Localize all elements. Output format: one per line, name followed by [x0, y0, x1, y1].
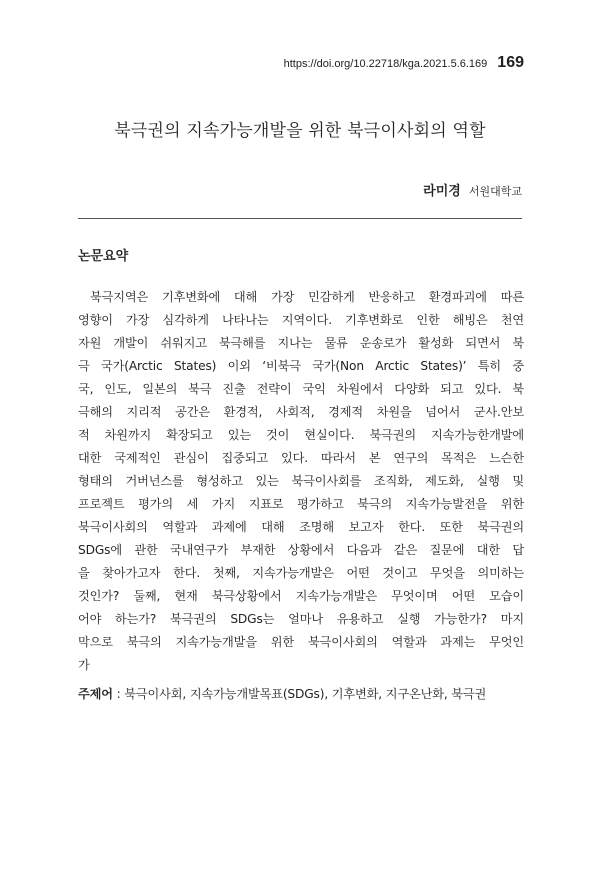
- abstract-heading: 논문요약: [78, 249, 129, 264]
- abstract-line: 프로젝트 평가의 세 가지 지표로 평가하고 북극의 지속가능발전을 위한: [78, 497, 524, 511]
- abstract-line: 영향이 가장 심각하게 나타나는 지역이다. 기후변화로 인한 해빙은 천연: [78, 313, 524, 327]
- page-number: 169: [497, 54, 524, 71]
- abstract-line: 북극이사회의 역할과 과제에 대해 조명해 보고자 한다. 또한 북극권의: [78, 520, 524, 534]
- abstract-line: 극 국가(Arctic States) 이외 ‘비북극 국가(Non Arctic States)’ 특히 중: [78, 359, 524, 373]
- running-header: [284, 54, 524, 72]
- paper-title: 북극권의 지속가능개발을 위한 북극이사회의 역할: [114, 121, 486, 141]
- abstract-line: 적 차원까지 확장되고 있는 것이 현실이다. 북극권의 지속가능한개발에: [78, 428, 524, 442]
- abstract-line: 자원 개발이 쉬워지고 북극해를 지나는 물류 운송로가 활성화 되면서 북: [78, 336, 524, 350]
- abstract-line: 대한 국제적인 관심이 집중되고 있다. 따라서 본 연구의 목적은 느슨한: [78, 451, 524, 465]
- keywords: [78, 685, 524, 702]
- abstract-line: 막으로 북극의 지속가능개발을 위한 북극이사회의 역할과 과제는 무엇인: [78, 635, 524, 649]
- keywords-label: 주제어: [78, 687, 113, 701]
- abstract-body: [78, 286, 524, 677]
- author-affiliation: 서원대학교: [468, 185, 522, 198]
- abstract-line: SDGs에 관한 국내연구가 부재한 상황에서 다음과 같은 질문에 대한 답: [78, 543, 524, 557]
- keywords-text: 북극이사회, 지속가능개발목표(SDGs), 기후변화, 지구온난화, 북극권: [124, 687, 487, 701]
- author-name: 라미경: [423, 184, 461, 199]
- doi-link[interactable]: https://doi.org/10.22718/kga.2021.5.6.169: [283, 58, 488, 70]
- author-line: [423, 180, 522, 199]
- abstract-line: 을 찾아가고자 한다. 첫째, 지속가능개발은 어떤 것이고 무엇을 의미하는: [78, 566, 524, 580]
- abstract-line: 것인가? 둘째, 현재 북극상황에서 지속가능개발은 무엇이며 어떤 모습이: [78, 589, 524, 603]
- abstract-line: 어야 하는가? 북극권의 SDGs는 얼마나 유용하고 실행 가능한가? 마지: [78, 612, 524, 626]
- abstract-line: 가: [78, 658, 90, 672]
- abstract-line: 북극지역은 기후변화에 대해 가장 민감하게 반응하고 환경파괴에 따른: [90, 290, 524, 304]
- abstract-line: 극해의 지리적 공간은 환경적, 사회적, 경제적 차원을 넘어서 군사.안보: [78, 405, 524, 419]
- keywords-separator: :: [112, 687, 125, 701]
- abstract-line: 국, 인도, 일본의 북극 진출 전략이 국익 차원에서 다양화 되고 있다. 북: [78, 382, 524, 396]
- abstract-line: 형태의 거버넌스를 형성하고 있는 북극이사회를 조직화, 제도화, 실행 및: [78, 474, 524, 488]
- title-divider: [78, 218, 522, 219]
